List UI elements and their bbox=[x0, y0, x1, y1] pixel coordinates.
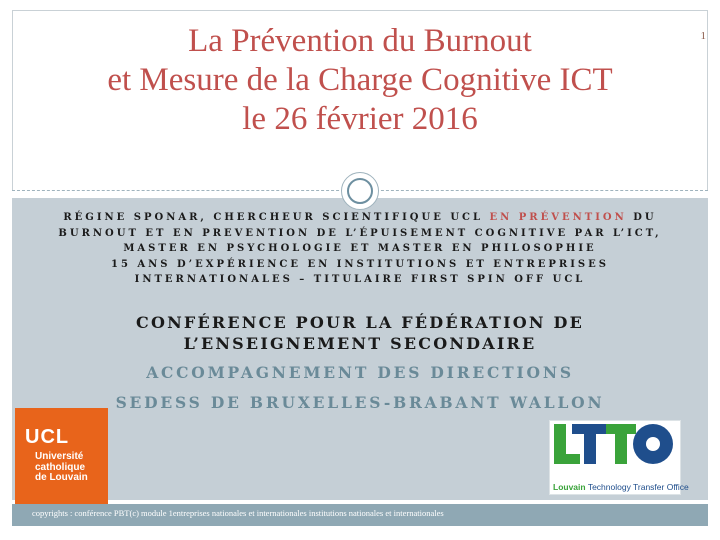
author-line-4: 15 ANS D’EXPÉRIENCE EN INSTITUTIONS ET ENTREPRISES bbox=[111, 258, 609, 270]
circle-ornament-icon bbox=[341, 172, 379, 210]
ltto-logo bbox=[549, 420, 689, 495]
conference-line-1: CONFÉRENCE POUR LA FÉDÉRATION DE bbox=[136, 313, 584, 332]
author-highlight: EN PRÉVENTION bbox=[489, 212, 627, 223]
author-line-1: RÉGINE SPONAR, CHERCHEUR SCIENTIFIQUE UCL EN PRÉVENTION DU bbox=[63, 212, 657, 223]
title-line-1: La Prévention du Burnout bbox=[188, 23, 532, 59]
author-line-5: INTERNATIONALES – TITULAIRE FIRST SPIN OFF UCL bbox=[134, 274, 586, 285]
footer-copyright: copyrights : conférence PBT(c) module 1entreprises nationales et internationales institutions nationales et internationales bbox=[32, 508, 444, 518]
ucl-logo-subtitle: Université catholique de Louvain bbox=[35, 451, 88, 483]
subtitle-line-1: ACCOMPAGNEMENT DES DIRECTIONS bbox=[146, 363, 574, 382]
author-line-3: MASTER EN PSYCHOLOGIE ET MASTER EN PHILOSOPHIE bbox=[123, 243, 597, 254]
ucl-logo bbox=[15, 408, 108, 504]
footer-bar bbox=[12, 504, 708, 526]
conference-line-2: L’ENSEIGNEMENT SECONDAIRE bbox=[183, 334, 537, 353]
ltto-logo-caption: Louvain Technology Transfer Office bbox=[553, 482, 689, 492]
title-line-3: le 26 février 2016 bbox=[242, 101, 478, 137]
circle-ornament-inner bbox=[347, 178, 373, 204]
title-line-2: et Mesure de la Charge Cognitive ICT bbox=[107, 62, 613, 98]
ucl-logo-name: UCL bbox=[25, 426, 70, 448]
subtitle-line-2: SEDESS DE BRUXELLES-BRABANT WALLON bbox=[115, 393, 605, 412]
page-number: 1 bbox=[700, 30, 706, 42]
ltto-logo-mark-icon bbox=[550, 421, 680, 481]
author-block bbox=[20, 210, 700, 288]
conference-heading bbox=[20, 312, 700, 354]
author-line-2: BURNOUT ET EN PREVENTION DE L’ÉPUISEMENT COGNITIVE PAR L’ICT, bbox=[58, 227, 662, 239]
slide-title bbox=[20, 22, 700, 139]
